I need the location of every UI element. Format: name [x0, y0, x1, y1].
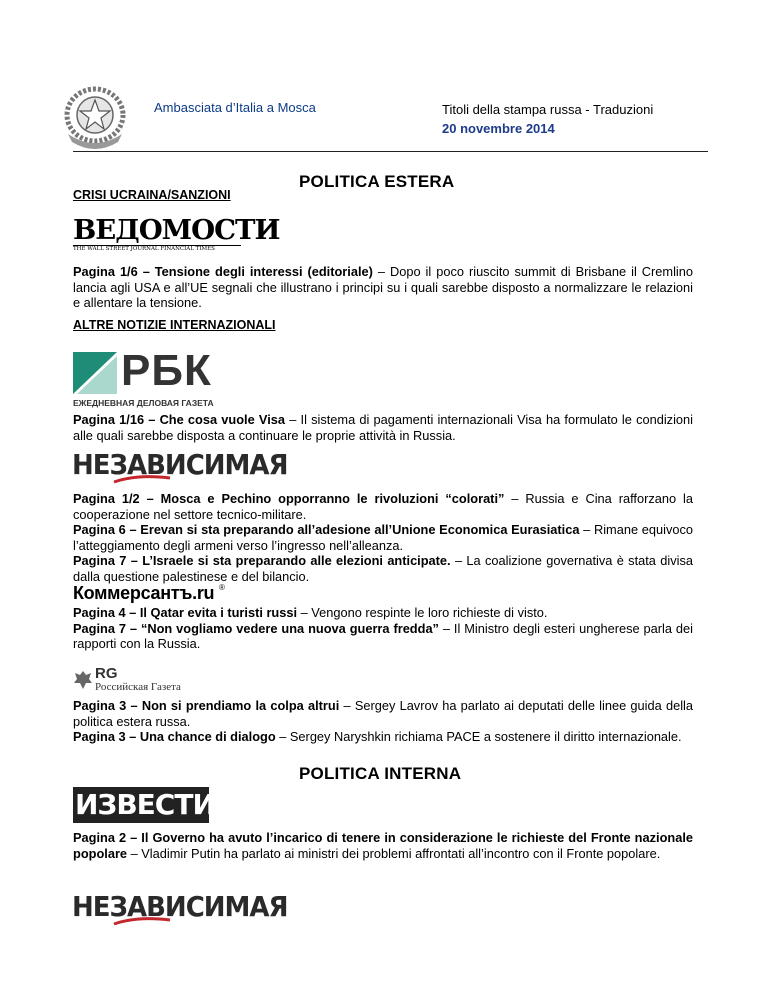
rg-logo-subtext: Российская Газета [95, 681, 181, 693]
article-rg-2 [73, 729, 693, 745]
izvestia-logo [73, 787, 236, 823]
vedomosti-logo-subtext: THE WALL STREET JOURNAL FINANCIAL TIMES [73, 245, 241, 253]
article-nezavisimaya-1 [73, 491, 693, 522]
article-kommersant-1 [73, 605, 693, 621]
rbk-logo-subtext: ЕЖЕДНЕВНАЯ ДЕЛОВАЯ ГАЗЕТА [73, 398, 214, 408]
article-body: – Il Ministro degli esteri ungherese parla dei rapporti con la Russia. [73, 620, 693, 652]
section-title-politica-interna: POLITICA INTERNA [299, 764, 462, 783]
article-nezavisimaya-3 [73, 553, 693, 584]
article-title: Pagina 4 – Il Qatar evita i turisti russi [73, 605, 298, 620]
article-title: Pagina 2 – Il Governo ha avuto l’incarico di tenere in considerazione le richieste del Fronte nazionale popolare [73, 830, 693, 861]
article-title: Pagina 1/6 – Tensione degli interessi (editoriale) [73, 264, 373, 279]
article-body: – Dopo il poco riuscito summit di Brisbane il Cremlino lancia agli USA e all’UE segnali che illustrano i principi su i quali sarebbe disposto a normalizzare le relazioni e allentare la tensione. [73, 264, 693, 311]
header-right [442, 100, 653, 138]
article-title: Pagina 1/16 – Che cosa vuole Visa [73, 412, 286, 427]
double-headed-eagle-icon [73, 669, 93, 691]
article-nezavisimaya-2 [73, 522, 693, 553]
article-title: Pagina 3 – Una chance di dialogo [73, 729, 276, 745]
italian-republic-emblem-icon [58, 84, 132, 150]
article-rbk-1 [73, 412, 693, 443]
nezavisimaya-underline-icon [112, 916, 172, 926]
kommersant-logo-text: Коммерсантъ.ru [73, 583, 215, 603]
article-izvestia-1 [73, 830, 693, 861]
article-rg-group [73, 698, 693, 745]
article-title: Pagina 3 – Non si prendiamo la colpa altrui [73, 698, 340, 713]
embassy-name: Ambasciata d’Italia a Mosca [154, 100, 316, 115]
izvestia-logo-text: ИЗВЕСТИЯ [75, 788, 236, 821]
article-rg-1 [73, 698, 693, 729]
publication-date: 20 novembre 2014 [442, 121, 555, 136]
rg-logo-text: RG [95, 665, 118, 682]
nezavisimaya-underline-icon [112, 474, 172, 484]
registered-icon: ® [219, 583, 225, 592]
rbk-logo-icon [73, 352, 117, 394]
subsection-crisi-ucraina: CRISI UCRAINA/SANZIONI [73, 188, 231, 202]
vedomosti-logo [73, 215, 280, 255]
rg-logo [73, 667, 233, 695]
subsection-altre-notizie: ALTRE NOTIZIE INTERNAZIONALI [73, 318, 276, 332]
article-title: Pagina 6 – Erevan si sta preparando all’adesione all’Unione Economica Eurasiatica [73, 522, 580, 538]
article-body: – Vengono respinte le loro richieste di visto. [297, 605, 548, 620]
section-title-politica-estera: POLITICA ESTERA [299, 172, 455, 191]
nezavisimaya-logo-2: НЕЗАВИСИМАЯ [72, 892, 288, 924]
article-body: – Il sistema di pagamenti internazionali Visa ha formulato le condizioni alle quali sarebbe disposta a continuare le proprie attività in Russia. [73, 412, 693, 443]
article-kommersant-group [73, 605, 693, 652]
article-body: – Sergey Naryshkin richiama PACE a sostenere il diritto internazionale. [275, 729, 682, 745]
article-kommersant-2 [73, 621, 693, 652]
kommersant-logo [73, 583, 233, 607]
header-divider [73, 151, 708, 152]
article-title: Pagina 7 – L’Israele si sta preparando alle elezioni anticipate. [73, 553, 451, 569]
article-body: – Sergey Lavrov ha parlato ai deputati delle linee guida della politica estera russa. [73, 698, 693, 729]
vedomosti-logo-text: ВЕДОМОСТИ [73, 215, 280, 246]
nezavisimaya-logo: НЕЗАВИСИМАЯ [72, 450, 288, 482]
rbk-logo [73, 346, 231, 410]
article-title: Pagina 7 – “Non vogliamo vedere una nuova guerra fredda” [73, 620, 439, 636]
rbk-logo-text: РБК [121, 346, 212, 395]
article-body: – Russia e Cina rafforzano la cooperazione nel settore tecnico-militare. [73, 491, 693, 522]
article-vedomosti-1 [73, 264, 693, 311]
article-title: Pagina 1/2 – Mosca e Pechino opporranno le rivoluzioni “colorati” [73, 491, 505, 506]
article-nezavisimaya-group-1 [73, 491, 693, 585]
article-body: – Vladimir Putin ha parlato ai ministri dei problemi affrontati all’incontro con il Fronte popolare. [127, 845, 661, 861]
article-body: – La coalizione governativa è stata divisa dalla questione palestinese e del bilancio. [73, 553, 693, 584]
publication-title: Titoli della stampa russa - Traduzioni [442, 102, 654, 117]
article-body: – Rimane equivoco l’atteggiamento degli armeni verso l’ingresso nell’alleanza. [73, 522, 693, 553]
